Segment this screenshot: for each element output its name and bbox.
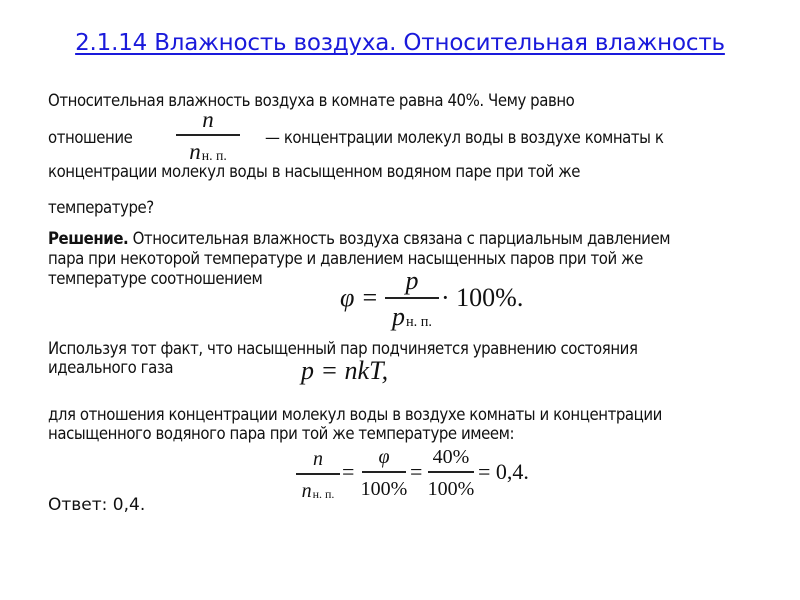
- fraction-denominator: nн. п.: [189, 138, 227, 164]
- solution-line-1: Решение. Относительная влажность воздуха связана с парциальным давлением: [48, 229, 671, 249]
- formula-phi-rhs: · 100%.: [441, 283, 524, 312]
- formula-ideal-gas: p = nkT,: [301, 356, 389, 385]
- solution-line-6: для отношения концентрации молекул воды в воздухе комнаты и концентрации: [48, 405, 662, 425]
- solution-line-7: насыщенного водяного пара при той же температуре имеем:: [48, 424, 515, 444]
- formula-equals-1: =: [342, 459, 355, 484]
- fraction-bar: [176, 134, 240, 136]
- formula-equals-2: =: [410, 459, 423, 484]
- ratio-fraction: [176, 108, 240, 163]
- solution-line-3: температуре соотношением: [48, 269, 263, 289]
- formula-result: = 0,4.: [478, 459, 529, 484]
- formula-phi-fraction: p pн. п.: [385, 268, 439, 330]
- problem-line-2-prefix: отношение: [48, 128, 133, 148]
- formula-ratio-fraction-2: φ 100%: [360, 446, 408, 500]
- solution-line-2: пара при некоторой температуре и давлением насыщенных паров при той же: [48, 249, 643, 269]
- problem-line-2-suffix: — концентрации молекул воды в воздухе комнаты к: [265, 128, 664, 148]
- problem-line-3: концентрации молекул воды в насыщенном водяном паре при той же: [48, 162, 581, 182]
- solution-line-4: Используя тот факт, что насыщенный пар подчиняется уравнению состояния: [48, 339, 638, 359]
- solution-label: Решение.: [48, 229, 129, 249]
- answer: Ответ: 0,4.: [48, 495, 146, 515]
- problem-line-1: Относительная влажность воздуха в комнате равна 40%. Чему равно: [48, 91, 575, 111]
- formula-ratio-fraction-3: 40% 100%: [427, 446, 475, 500]
- formula-ratio-fraction-1: n nн. п.: [296, 449, 340, 501]
- formula-phi-lhs: φ =: [340, 283, 379, 312]
- fraction-numerator: n: [202, 107, 214, 132]
- problem-line-4: температуре?: [48, 198, 154, 218]
- solution-line-5: идеального газа: [48, 358, 174, 378]
- page-title[interactable]: 2.1.14 Влажность воздуха. Относительная влажность: [75, 30, 725, 56]
